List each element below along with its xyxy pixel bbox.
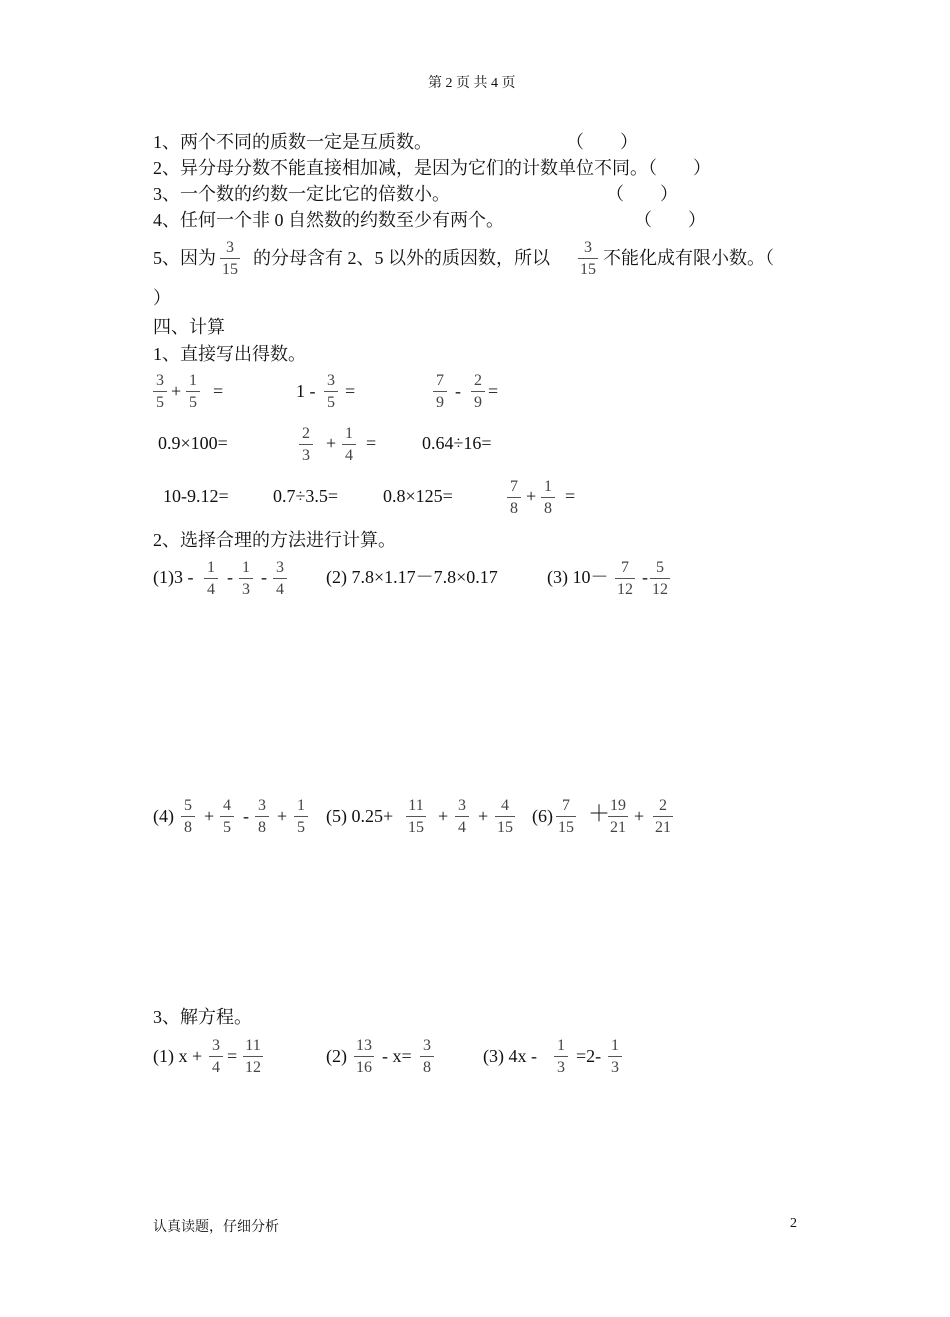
expression: 10-9.12=	[163, 486, 229, 506]
fraction: 2 21	[655, 797, 671, 836]
operator: ＋	[588, 801, 611, 826]
expression: 1 -	[296, 381, 316, 401]
equals: =	[565, 486, 576, 506]
judge-question-3: 3、一个数的约数一定比它的倍数小。	[153, 184, 450, 204]
fraction: 1 3	[554, 1036, 568, 1077]
part3-title: 3、解方程。	[153, 1007, 252, 1027]
fraction: 3 8	[420, 1036, 434, 1077]
problem-1-label: (1)3 -	[153, 567, 194, 587]
fraction: 11 15	[408, 797, 424, 836]
fraction: 3 15	[222, 239, 238, 278]
section-title: 四、计算	[153, 317, 225, 337]
fraction: 2 9	[471, 371, 485, 412]
equation-3-label: (3) 4x -	[483, 1046, 537, 1066]
answer-paren-4[interactable]: （ ）	[634, 210, 706, 230]
fraction: 19 21	[610, 797, 626, 836]
answer-paren-1[interactable]: （ ）	[566, 132, 638, 152]
fraction: 1 3	[239, 558, 253, 599]
equals: =	[227, 1046, 238, 1066]
fraction: 3 4	[273, 558, 287, 599]
part1-title: 1、直接写出得数。	[153, 344, 306, 364]
judge-question-2: 2、异分母分数不能直接相加减，是因为它们的计数单位不同。（ ）	[153, 158, 711, 178]
expression: 0.9×100=	[158, 433, 228, 453]
fraction: 3 5	[153, 371, 167, 412]
operator: +	[277, 806, 288, 826]
expression: - x=	[382, 1046, 412, 1066]
part2-title: 2、选择合理的方法进行计算。	[153, 530, 396, 550]
equals: =	[345, 381, 356, 401]
fraction: 1 5	[294, 796, 308, 837]
judge-question-5-a: 5、因为	[153, 248, 216, 268]
operator: +	[478, 806, 489, 826]
fraction: 7 9	[433, 371, 447, 412]
fraction: 7 8	[507, 477, 521, 518]
fraction: 1 3	[608, 1036, 622, 1077]
fraction: 1 4	[342, 424, 356, 465]
problem-3-label: (3) 10－	[547, 567, 609, 587]
operator: +	[526, 486, 537, 506]
operator: -	[261, 567, 267, 587]
fraction: 3 4	[455, 796, 469, 837]
fraction: 4 15	[497, 797, 513, 836]
page-number: 2	[790, 1216, 797, 1231]
operator: -	[642, 567, 648, 587]
expression: 0.8×125=	[383, 486, 453, 506]
operator: +	[634, 806, 645, 826]
fraction: 1 5	[186, 371, 200, 412]
judge-question-5-c: 不能化成有限小数。（	[603, 248, 774, 268]
fraction: 7 12	[617, 559, 633, 598]
operator: -	[455, 381, 461, 401]
fraction: 5 12	[652, 559, 668, 598]
fraction: 3 8	[255, 796, 269, 837]
operator: +	[204, 806, 215, 826]
fraction: 1 8	[541, 477, 555, 518]
fraction: 2 3	[299, 424, 313, 465]
fraction: 7 15	[558, 797, 574, 836]
fraction: 13 16	[356, 1037, 372, 1076]
operator: +	[171, 381, 182, 401]
equals: =	[213, 381, 224, 401]
expression: =2-	[576, 1046, 602, 1066]
judge-question-5-d: ）	[153, 288, 171, 308]
expression: 0.64÷16=	[422, 433, 492, 453]
equals: =	[366, 433, 377, 453]
operator: +	[438, 806, 449, 826]
problem-5-label: (5) 0.25+	[326, 806, 394, 826]
fraction: 3 15	[580, 239, 596, 278]
answer-paren-3[interactable]: （ ）	[606, 184, 678, 204]
fraction: 3 4	[209, 1036, 223, 1077]
problem-2: (2) 7.8×1.17－7.8×0.17	[326, 567, 498, 587]
equals: =	[488, 381, 499, 401]
equation-2-label: (2)	[326, 1046, 347, 1066]
fraction: 5 8	[181, 796, 195, 837]
fraction: 3 5	[324, 371, 338, 412]
operator: -	[243, 806, 249, 826]
fraction: 11 12	[245, 1037, 261, 1076]
operator: +	[326, 433, 337, 453]
page-header: 第 2 页 共 4 页	[428, 76, 516, 91]
judge-question-4: 4、任何一个非 0 自然数的约数至少有两个。	[153, 210, 504, 230]
judge-question-5-b: 的分母含有 2、5 以外的质因数，所以	[253, 248, 550, 268]
equation-1-label: (1) x +	[153, 1046, 203, 1066]
fraction: 4 5	[220, 796, 234, 837]
problem-6-label: (6)	[532, 806, 553, 826]
judge-question-1: 1、两个不同的质数一定是互质数。	[153, 132, 432, 152]
problem-4-label: (4)	[153, 806, 174, 826]
footer-note: 认真读题，仔细分析	[153, 1220, 279, 1235]
expression: 0.7÷3.5=	[273, 486, 339, 506]
fraction: 1 4	[204, 558, 218, 599]
operator: -	[227, 567, 233, 587]
